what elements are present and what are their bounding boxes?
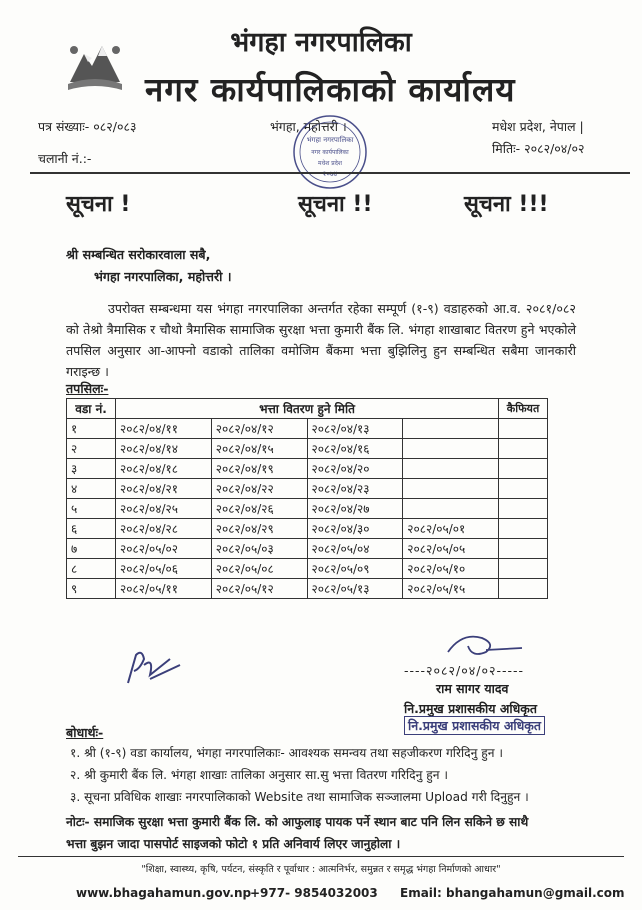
date-cell: २०८२/०४/२५: [116, 499, 212, 519]
date-cell: २०८२/०५/१३: [307, 579, 403, 599]
date-cell: २०८२/०४/१२: [211, 419, 307, 439]
table-row: [67, 439, 548, 459]
table-row: [67, 479, 548, 499]
office-stamp: [290, 112, 370, 192]
remarks-cell: [499, 579, 548, 599]
ward-cell: ८: [67, 559, 116, 579]
note-line-2: भत्ता बुझन जादा पासपोर्ट साइजको फोटो १ प्रति अनिवार्य लिएर जानुहोला ।: [66, 837, 401, 851]
footer-divider: [18, 856, 624, 857]
ward-cell: २: [67, 439, 116, 459]
date-cell: २०८२/०४/३०: [307, 519, 403, 539]
notice-heading-2: सूचना !!: [298, 192, 373, 217]
addressee-line-2: भंगहा नगरपालिका, महोत्तरी ।: [94, 269, 232, 284]
notice-heading-3: सूचना !!!: [464, 192, 549, 217]
reference-number: पत्र संख्याः- ०८२/०८३: [38, 119, 137, 134]
remarks-cell: [499, 459, 548, 479]
date-cell: [403, 439, 499, 459]
copy-item-2: २. श्री कुमारी बैंक लि. भंगहा शाखाः तालिका अनुसार सा.सु भत्ता वितरण गरिदिनु हुन ।: [70, 768, 448, 782]
date-cell: २०८२/०५/०१: [403, 519, 499, 539]
date-cell: २०८२/०५/०८: [211, 559, 307, 579]
header-divider: [30, 172, 630, 174]
province: मधेश प्रदेश, नेपाल |: [492, 119, 584, 134]
remarks-cell: [499, 479, 548, 499]
date-cell: २०८२/०५/०५: [403, 539, 499, 559]
date-cell: २०८२/०४/२८: [116, 519, 212, 539]
date-cell: २०८२/०५/०४: [307, 539, 403, 559]
footer-phone: +977- 9854032003: [250, 886, 378, 900]
date-cell: २०८२/०४/२९: [211, 519, 307, 539]
officer-signature: [442, 628, 532, 664]
date-cell: २०८२/०४/११: [116, 419, 212, 439]
date-cell: २०८२/०४/२०: [307, 459, 403, 479]
left-signature: [120, 645, 190, 695]
officer-stamp: नि.प्रमुख प्रशासकीय अधिकृत: [404, 716, 545, 735]
ward-cell: ५: [67, 499, 116, 519]
ward-cell: १: [67, 419, 116, 439]
schedule-label: तपसिलः-: [66, 381, 109, 396]
col-remarks-header: कैफियत: [499, 399, 548, 419]
copies-label: बोधार्थः-: [66, 725, 104, 740]
office-title: नगर कार्यपालिकाको कार्यालय: [145, 70, 516, 109]
notice-heading-1: सूचना !: [66, 192, 131, 217]
copy-item-3: ३. सूचना प्रविधिक शाखाः नगरपालिकाको Website तथा सामाजिक सञ्जालमा Upload गरी दिनुहुन ।: [70, 790, 529, 804]
officer-title: नि.प्रमुख प्रशासकीय अधिकृत: [404, 701, 538, 716]
note-line-1: नोटः- समाजिक सुरक्षा भत्ता कुमारी बैंक लि. को आफुलाइ पायक पर्ने स्थान बाट पनि लिन सकिने छ साथै: [66, 815, 529, 829]
date-cell: [403, 419, 499, 439]
date-cell: [403, 459, 499, 479]
dispatch-number: चलानी नं.:-: [38, 151, 92, 166]
col-ward-header: वडा नं.: [67, 399, 116, 419]
copy-item-1: १. श्री (१-९) वडा कार्यालय, भंगहा नगरपालिकाः- आवश्यक समन्वय तथा सहजीकरण गरिदिनु हुन ।: [70, 746, 503, 760]
date-cell: २०८२/०४/२१: [116, 479, 212, 499]
letter-date: मितिः- २०८२/०४/०२: [492, 141, 585, 156]
date-cell: २०८२/०५/०९: [307, 559, 403, 579]
date-cell: २०८२/०४/२७: [307, 499, 403, 519]
table-row: [67, 419, 548, 439]
ward-cell: ४: [67, 479, 116, 499]
col-dates-header: भत्ता वितरण हुने मिति: [116, 399, 499, 419]
footer-slogan: "शिक्षा, स्वास्थ्य, कृषि, पर्यटन, संस्कृति र पूर्वाधार : आत्मनिर्भर, समुन्नत र समृद्ध भंगहा निर्माणको आधार": [141, 864, 501, 875]
officer-name: राम सागर यादव: [436, 681, 509, 696]
date-cell: २०८२/०५/०३: [211, 539, 307, 559]
table-row: [67, 499, 548, 519]
date-cell: [403, 479, 499, 499]
table-row: [67, 579, 548, 599]
body-paragraph: उपरोक्त सम्बन्धमा यस भंगहा नगरपालिका अन्तर्गत रहेका सम्पूर्ण (१-९) वडाहरुको आ.व. २०८१/०८२ को तेश्रो त्रैमासिक र चौथो त्रैमासिक सामाजिक सुरक्षा भत्ता कुमारी बैंक लि. भंगहा शाखाबाट वितरण हुने भएकोले तपसिल अनुसार आ-आफ्नो वडाको तालिका वमोजिम बैंकमा भत्ता बुझिलिनु हुन सम्बन्धित सबैमा जानकारी गराइन्छ ।: [66, 301, 576, 379]
remarks-cell: [499, 499, 548, 519]
remarks-cell: [499, 559, 548, 579]
table-row: [67, 559, 548, 579]
office-name: भंगहा नगरपालिका: [230, 27, 412, 58]
date-cell: २०८२/०५/१२: [211, 579, 307, 599]
table-row: [67, 539, 548, 559]
addressee-line-1: श्री सम्बन्धित सरोकारवाला सबै,: [66, 247, 211, 262]
date-cell: [403, 499, 499, 519]
date-cell: २०८२/०४/१८: [116, 459, 212, 479]
date-cell: २०८२/०४/२२: [211, 479, 307, 499]
date-cell: २०८२/०४/२३: [307, 479, 403, 499]
date-cell: २०८२/०५/१०: [403, 559, 499, 579]
location: भंगहा, महोत्तरी ।: [270, 119, 347, 134]
ward-cell: ३: [67, 459, 116, 479]
date-cell: २०८२/०४/१४: [116, 439, 212, 459]
date-cell: २०८२/०४/२६: [211, 499, 307, 519]
remarks-cell: [499, 539, 548, 559]
table-row: [67, 519, 548, 539]
date-cell: २०८२/०४/१३: [307, 419, 403, 439]
date-cell: २०८२/०५/११: [116, 579, 212, 599]
signature-date: ----२०८२/०४/०२-----: [404, 663, 525, 678]
table-row: [67, 459, 548, 479]
svg-text:२०७४: २०७४: [322, 170, 338, 178]
footer-website[interactable]: www.bhagahamun.gov.np: [76, 886, 252, 900]
date-cell: २०८२/०५/०२: [116, 539, 212, 559]
ward-cell: ७: [67, 539, 116, 559]
date-cell: २०८२/०४/१५: [211, 439, 307, 459]
svg-text:मधेश प्रदेश: मधेश प्रदेश: [318, 160, 342, 167]
svg-text:नगर कार्यपालिका: नगर कार्यपालिका: [311, 149, 349, 156]
remarks-cell: [499, 419, 548, 439]
date-cell: २०८२/०५/०६: [116, 559, 212, 579]
date-cell: २०८२/०४/१९: [211, 459, 307, 479]
date-cell: २०८२/०५/१५: [403, 579, 499, 599]
ward-cell: ६: [67, 519, 116, 539]
svg-text:भंगहा नगरपालिका: भंगहा नगरपालिका: [306, 136, 354, 144]
remarks-cell: [499, 439, 548, 459]
date-cell: २०८२/०४/१६: [307, 439, 403, 459]
distribution-schedule-table: [66, 398, 548, 599]
ward-cell: ९: [67, 579, 116, 599]
remarks-cell: [499, 519, 548, 539]
footer-email[interactable]: Email: bhangahamun@gmail.com: [400, 886, 625, 900]
